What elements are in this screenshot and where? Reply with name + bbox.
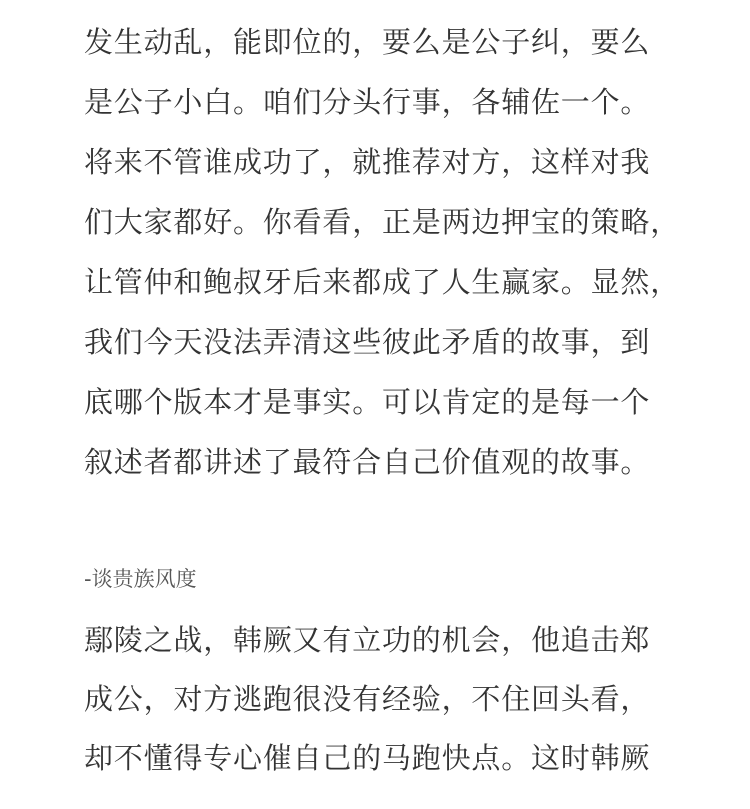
paragraph-line: 却不懂得专心催自己的马跑快点。这时韩厥	[84, 741, 651, 775]
paragraph-line: 们大家都好。你看看，正是两边押宝的策略，	[84, 205, 681, 239]
paragraph-line: 成公，对方逃跑很没有经验，不住回头看，	[84, 682, 651, 716]
paragraph-line: 让管仲和鲍叔牙后来都成了人生赢家。显然，	[84, 265, 681, 299]
paragraph-line: 发生动乱，能即位的，要么是公子纠，要么	[84, 25, 651, 59]
paragraph-line: 叙述者都讲述了最符合自己价值观的故事。	[84, 445, 651, 479]
paragraph-line: 我们今天没法弄清这些彼此矛盾的故事，到	[84, 325, 651, 359]
paragraph-line: 底哪个版本才是事实。可以肯定的是每一个	[84, 385, 651, 419]
paragraph-line: 将来不管谁成功了，就推荐对方，这样对我	[84, 145, 651, 179]
paragraph-line: 鄢陵之战，韩厥又有立功的机会，他追击郑	[84, 623, 651, 657]
paragraph-line: 是公子小白。咱们分头行事，各辅佐一个。	[84, 85, 651, 119]
section-note: -谈贵族风度	[84, 567, 197, 591]
article-paragraph	[84, 12, 681, 492]
article-paragraph	[84, 611, 674, 788]
